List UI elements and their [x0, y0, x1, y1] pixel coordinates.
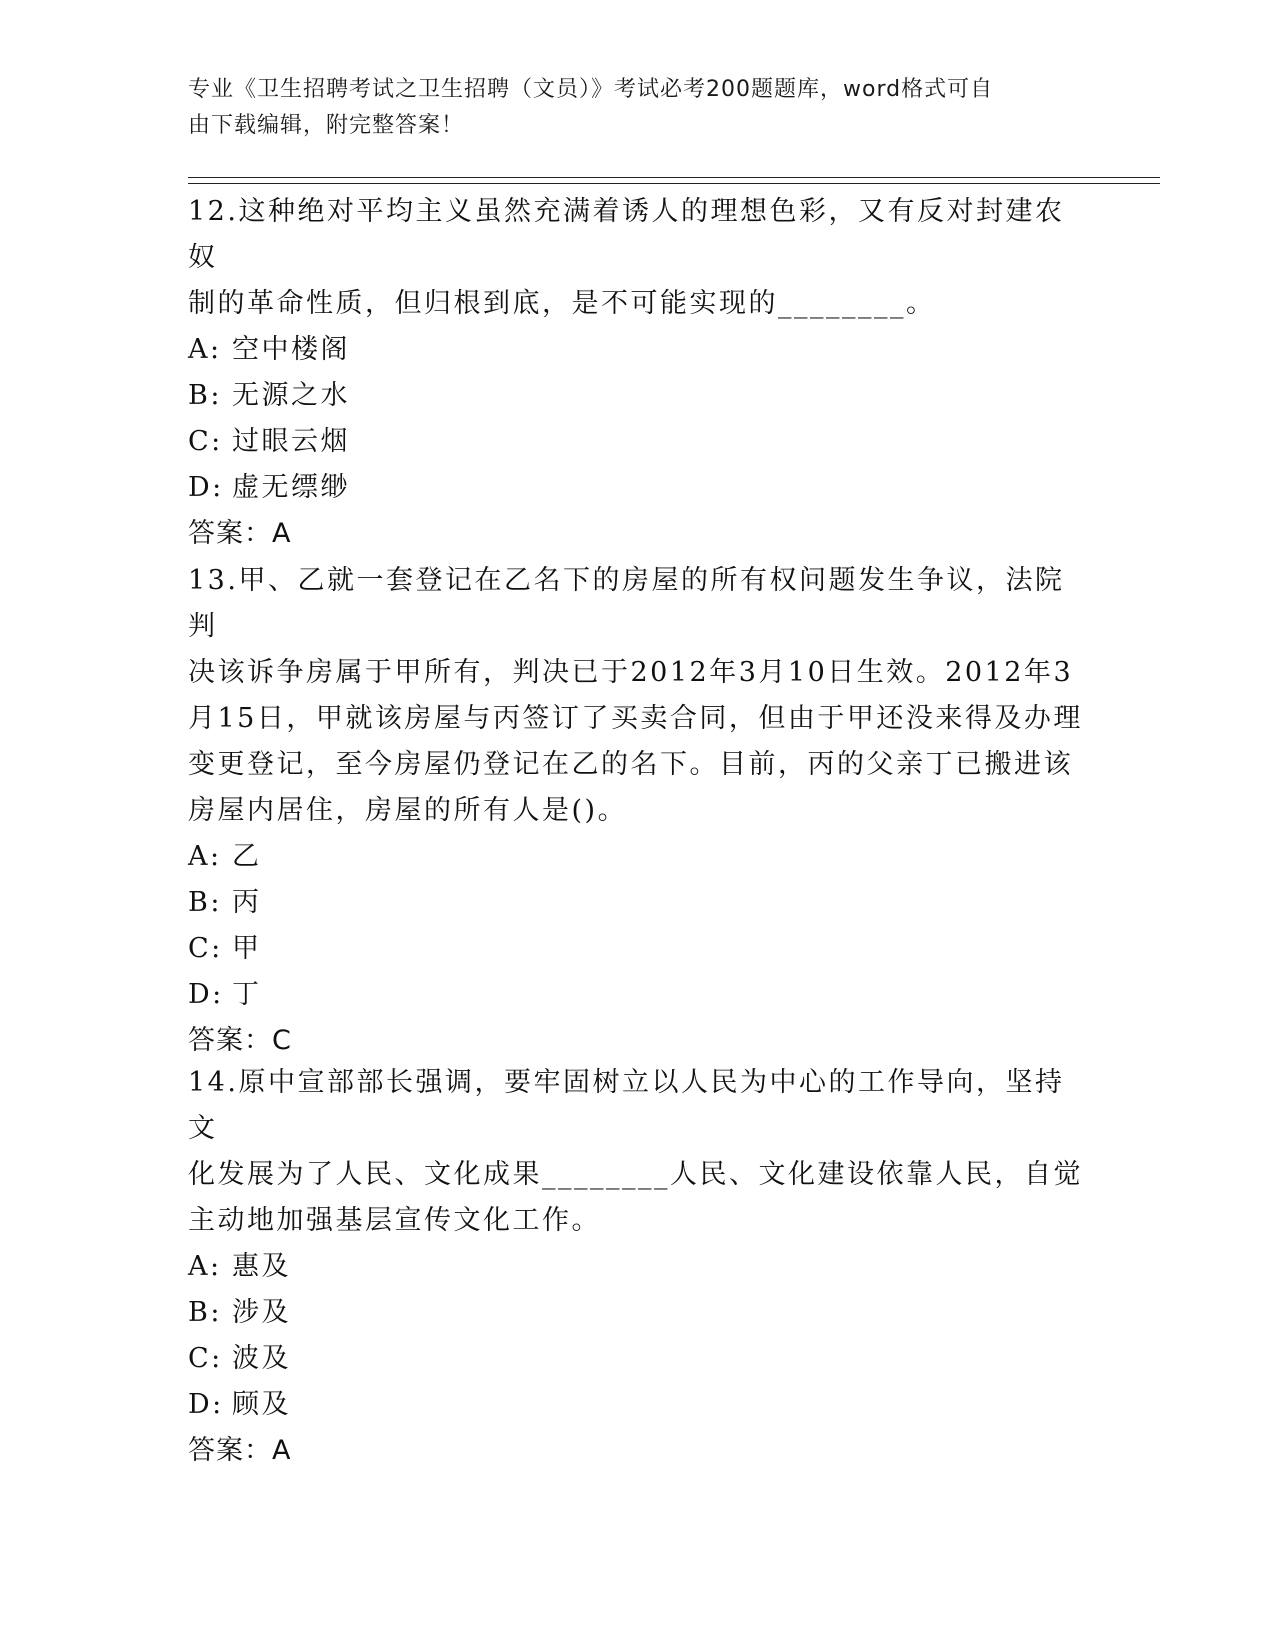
option-text: 丙	[232, 887, 262, 918]
question-line: 13.甲、乙就一套登记在乙名下的房屋的所有权问题发生争议，法院判	[188, 565, 1065, 642]
option-label: C:	[188, 933, 223, 964]
option-text: 虚无缥缈	[232, 472, 350, 503]
question-line: 14.原中宣部部长强调，要牢固树立以人民为中心的工作导向，坚持文	[188, 1067, 1065, 1144]
option-label: C:	[188, 1343, 223, 1374]
option-a	[188, 834, 1088, 880]
option-text: 波及	[232, 1343, 291, 1374]
question-line: 决该诉争房属于甲所有，判决已于2012年3月10日生效。2012年3	[188, 657, 1074, 688]
option-text: 空中楼阁	[232, 334, 350, 365]
option-a	[188, 1244, 1088, 1290]
answer-line: 答案：A	[188, 1435, 292, 1466]
option-label: D:	[188, 979, 224, 1010]
option-label: A:	[188, 334, 222, 365]
question-line: 月15日，甲就该房屋与丙签订了买卖合同，但由于甲还没来得及办理	[188, 703, 1083, 734]
question-line: 主动地加强基层宣传文化工作。	[188, 1205, 601, 1236]
option-a	[188, 327, 1088, 373]
question-14	[188, 1060, 1088, 1474]
option-text: 丁	[232, 979, 262, 1010]
header-line-2: 由下载编辑，附完整答案！	[188, 113, 465, 138]
header-divider-top	[188, 177, 1160, 178]
option-d	[188, 972, 1088, 1018]
question-line: 化发展为了人民、文化成果________人民、文化建设依靠人民，自觉	[188, 1159, 1083, 1190]
option-label: B:	[188, 380, 222, 411]
option-c	[188, 419, 1088, 465]
option-text: 乙	[232, 841, 262, 872]
option-label: D:	[188, 1389, 224, 1420]
option-text: 过眼云烟	[232, 426, 350, 457]
option-label: B:	[188, 1297, 222, 1328]
answer-line: 答案：C	[188, 1025, 292, 1056]
option-label: B:	[188, 887, 222, 918]
option-text: 无源之水	[232, 380, 350, 411]
option-label: C:	[188, 426, 223, 457]
option-label: D:	[188, 472, 224, 503]
option-c	[188, 926, 1088, 972]
question-13	[188, 558, 1088, 1064]
option-text: 惠及	[232, 1251, 291, 1282]
question-line: 变更登记，至今房屋仍登记在乙的名下。目前，丙的父亲丁已搬进该	[188, 749, 1073, 780]
option-text: 甲	[232, 933, 262, 964]
option-label: A:	[188, 1251, 222, 1282]
option-text: 涉及	[232, 1297, 291, 1328]
option-c	[188, 1336, 1088, 1382]
header-divider-bottom	[188, 183, 1160, 184]
option-b	[188, 373, 1088, 419]
option-b	[188, 1290, 1088, 1336]
option-label: A:	[188, 841, 222, 872]
question-line: 房屋内居住，房屋的所有人是()。	[188, 795, 628, 826]
option-d	[188, 465, 1088, 511]
option-text: 顾及	[232, 1389, 291, 1420]
document-header	[188, 72, 1068, 144]
answer-line: 答案：A	[188, 518, 292, 549]
question-line: 12.这种绝对平均主义虽然充满着诱人的理想色彩，又有反对封建农奴	[188, 196, 1065, 273]
option-d	[188, 1382, 1088, 1428]
question-line: 制的革命性质，但归根到底，是不可能实现的________。	[188, 288, 936, 319]
question-12	[188, 189, 1088, 557]
option-b	[188, 880, 1088, 926]
header-line-1: 专业《卫生招聘考试之卫生招聘（文员）》考试必考200题题库，word格式可自	[188, 77, 994, 102]
